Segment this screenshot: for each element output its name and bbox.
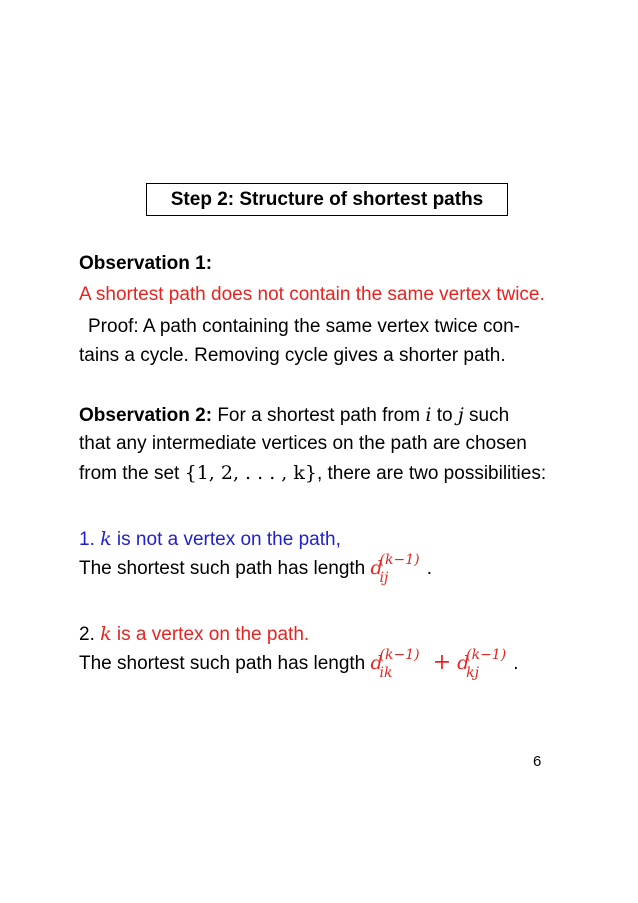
plus-sign: + [432,650,452,675]
line-3-prefix: from the set [79,463,185,484]
observation-1-claim: A shortest path does not contain the same vertex twice. [79,284,545,305]
observation-2-line-1 [79,403,509,428]
case-1-var-k: k [100,528,112,550]
case-2-var-k: k [100,623,112,645]
case-2-period: . [513,653,519,674]
superscript: (k−1) [466,647,507,663]
case-2-number: 2. [79,624,95,645]
such-word: such [463,405,510,426]
to-word: to [431,405,458,426]
subscript: kj [466,665,479,681]
case-2-heading [79,622,309,647]
case-1-length-text: The shortest such path has length [79,558,371,579]
observation-1-proof-line-2: tains a cycle. Removing cycle gives a shorter path. [79,345,506,366]
observation-1-heading: Observation 1: [79,253,213,274]
var-j: j [457,404,464,426]
case-2-text: is a vertex on the path. [111,624,310,645]
case-1-period: . [426,558,432,579]
observation-1-proof-line-1: Proof: A path containing the same vertex twice con- [88,316,520,337]
distance-d-kj [457,647,513,681]
page-number: 6 [533,753,542,770]
case-1-length [79,552,432,586]
observation-2-line-2: that any intermediate vertices on the path are chosen [79,433,527,454]
observation-2-line-3 [79,461,546,486]
case-1-heading [79,527,341,552]
distance-d-ij [370,552,427,586]
d-symbol: d [457,652,470,674]
case-1-number: 1. [79,529,95,550]
var-i: i [425,404,432,426]
subscript: ik [379,665,393,681]
case-2-length-text: The shortest such path has length [79,653,371,674]
superscript: (k−1) [379,647,420,663]
observation-2-heading: Observation 2: [79,405,213,426]
slide-title: Step 2: Structure of shortest paths [146,183,508,216]
distance-d-ik [370,647,427,681]
vertex-set: {1, 2, . . . , k} [184,462,317,484]
line-3-suffix: , there are two possibilities: [316,463,547,484]
observation-2-text: For a shortest path from [212,405,426,426]
superscript: (k−1) [379,552,420,568]
d-symbol: d [370,652,383,674]
case-2-length [79,647,519,681]
subscript: ij [379,570,389,586]
d-symbol: d [370,557,383,579]
case-1-text: is not a vertex on the path, [111,529,341,550]
